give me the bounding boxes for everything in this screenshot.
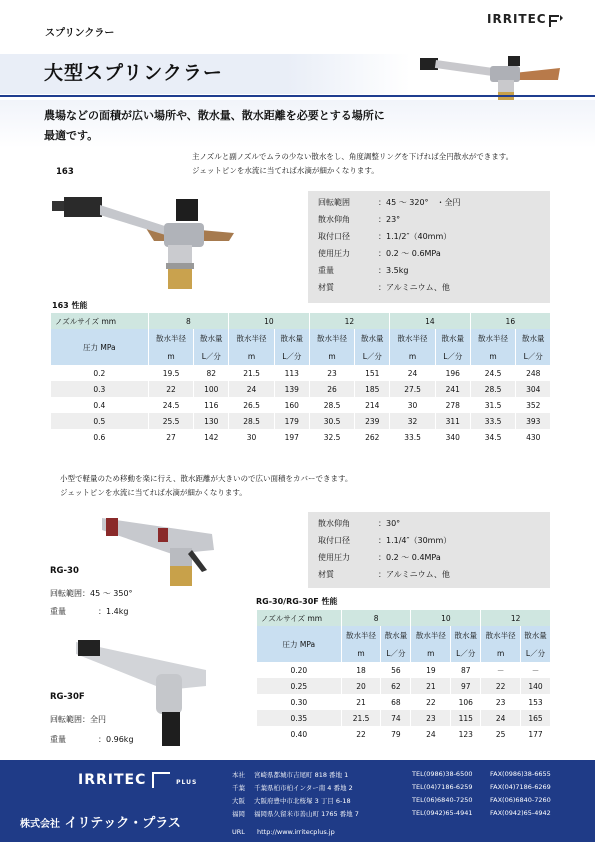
unit-header: L／分 — [516, 347, 550, 365]
office-row — [232, 796, 592, 805]
unit-header: L／分 — [520, 644, 550, 662]
value-cell: 33.5 — [470, 413, 516, 429]
table-row — [257, 726, 551, 742]
value-cell: 130 — [194, 413, 229, 429]
intro-line: 最適です。 — [44, 129, 99, 142]
value-cell: 430 — [516, 429, 550, 445]
unit-header: m — [148, 347, 194, 365]
spec-value: ：1.1/4″（30mm） — [378, 536, 452, 545]
spec-key: 散水仰角 — [318, 215, 350, 224]
table-row — [51, 429, 551, 445]
nozzle-size-header: ノズルサイズ mm — [51, 313, 149, 329]
value-cell: 20 — [341, 678, 381, 694]
office-address: 千葉県柏市柏インター南 4 番地 2 — [254, 784, 353, 792]
rg-description — [60, 472, 480, 500]
nozzle-size: 8 — [341, 610, 411, 626]
value-cell: 28.5 — [309, 397, 355, 413]
value-cell: 19.5 — [148, 365, 194, 381]
value-cell: 113 — [274, 365, 309, 381]
spec-value: ：0.96kg — [98, 735, 134, 744]
title-divider — [0, 95, 595, 97]
value-cell: 24 — [229, 381, 275, 397]
url-link[interactable]: http://www.irritecplus.jp — [256, 828, 335, 836]
nozzle-size: 10 — [411, 610, 481, 626]
value-cell: 24.5 — [470, 365, 516, 381]
model163-spec-box — [308, 191, 550, 303]
value-cell: 197 — [274, 429, 309, 445]
value-cell: 74 — [381, 710, 411, 726]
value-cell: 142 — [194, 429, 229, 445]
nozzle-size: 12 — [481, 610, 550, 626]
value-cell: 196 — [435, 365, 470, 381]
value-cell: 21.5 — [229, 365, 275, 381]
value-cell: 97 — [451, 678, 481, 694]
office-name: 千葉 — [232, 784, 245, 792]
value-cell: 241 — [435, 381, 470, 397]
col-header: 散水量 — [520, 626, 550, 644]
value-cell: 165 — [520, 710, 550, 726]
value-cell: 352 — [516, 397, 550, 413]
spec-value: ：アルミニウム、他 — [378, 283, 450, 292]
spec-key: 回転範囲 — [50, 589, 82, 598]
pressure-cell: 0.25 — [257, 678, 342, 694]
value-cell: 278 — [435, 397, 470, 413]
value-cell: 27.5 — [390, 381, 436, 397]
office-tel: TEL(06)6840-7250 — [412, 796, 473, 804]
office-address: 宮崎県都城市吉尾町 818 番地 1 — [254, 771, 349, 779]
value-cell: 23 — [309, 365, 355, 381]
model163-description — [192, 150, 582, 178]
value-cell: 30.5 — [309, 413, 355, 429]
intro-line: 農場などの面積が広い場所や、散水量、散水距離を必要とする場所に — [44, 109, 385, 122]
pressure-header: 圧力 MPa — [51, 329, 149, 365]
value-cell: 153 — [520, 694, 550, 710]
value-cell: 24.5 — [148, 397, 194, 413]
value-cell: － — [481, 662, 521, 678]
spec-key: 取付口径 — [318, 232, 350, 241]
value-cell: 79 — [381, 726, 411, 742]
value-cell: － — [520, 662, 550, 678]
value-cell: 116 — [194, 397, 229, 413]
value-cell: 25.5 — [148, 413, 194, 429]
pressure-cell: 0.30 — [257, 694, 342, 710]
value-cell: 28.5 — [229, 413, 275, 429]
value-cell: 87 — [451, 662, 481, 678]
unit-header: L／分 — [194, 347, 229, 365]
value-cell: 140 — [520, 678, 550, 694]
table-row — [257, 678, 551, 694]
value-cell: 21.5 — [341, 710, 381, 726]
sprinkler-rg30f-image — [56, 630, 226, 750]
office-tel: TEL(0942)65-4941 — [412, 809, 473, 817]
sprinkler-rg30-image — [62, 510, 232, 590]
desc-line: 主ノズルと副ノズルでムラの少ない散水をし、角度調整リングを下げれば全円散水ができます。 — [192, 152, 514, 161]
unit-header: m — [481, 644, 521, 662]
spec-key: 回転範囲 — [50, 715, 82, 724]
nozzle-size: 8 — [148, 313, 229, 329]
unit-header: L／分 — [381, 644, 411, 662]
value-cell: 340 — [435, 429, 470, 445]
office-address: 福岡県久留米市善山町 1765 番地 7 — [254, 810, 359, 818]
value-cell: 248 — [516, 365, 550, 381]
value-cell: 33.5 — [390, 429, 436, 445]
footer — [0, 760, 595, 842]
col-header: 散水量 — [381, 626, 411, 644]
table-row — [257, 710, 551, 726]
website — [232, 828, 335, 836]
office-name: 大阪 — [232, 797, 245, 805]
value-cell: 23 — [481, 694, 521, 710]
col-header: 散水半径 — [309, 329, 355, 347]
value-cell: 22 — [411, 694, 451, 710]
office-tel: TEL(04)7186-6259 — [412, 783, 473, 791]
value-cell: 304 — [516, 381, 550, 397]
logo-text: IRRITEC — [487, 12, 547, 26]
value-cell: 160 — [274, 397, 309, 413]
value-cell: 31.5 — [470, 397, 516, 413]
value-cell: 26 — [309, 381, 355, 397]
value-cell: 18 — [341, 662, 381, 678]
value-cell: 23 — [411, 710, 451, 726]
spec-key: 取付口径 — [318, 536, 350, 545]
page-title: 大型スプリンクラー — [44, 62, 223, 84]
company-prefix: 株式会社 — [20, 819, 60, 830]
intro-text — [44, 106, 424, 146]
category-label: スプリンクラー — [45, 28, 115, 39]
office-name: 本社 — [232, 771, 245, 779]
company-main: イリテック・プラス — [64, 816, 181, 831]
col-header: 散水半径 — [229, 329, 275, 347]
value-cell: 82 — [194, 365, 229, 381]
pressure-cell: 0.4 — [51, 397, 149, 413]
nozzle-size-header: ノズルサイズ mm — [257, 610, 342, 626]
table-row — [51, 365, 551, 381]
spec-key: 使用圧力 — [318, 249, 350, 258]
spec-key: 重量 — [50, 607, 66, 616]
footer-logo-text: IRRITEC — [78, 772, 147, 788]
spec-value: ：アルミニウム、他 — [378, 570, 450, 579]
unit-header: m — [470, 347, 516, 365]
rg-table-title: RG-30/RG-30F 性能 — [256, 597, 338, 606]
sprinkler-163-image — [44, 185, 244, 295]
footer-logo-sub: PLUS — [176, 779, 198, 786]
pressure-cell: 0.3 — [51, 381, 149, 397]
col-header: 散水量 — [194, 329, 229, 347]
spec-value: ：1.1/2″（40mm） — [378, 232, 452, 241]
col-header: 散水量 — [435, 329, 470, 347]
desc-line: ジェットピンを水流に当てれば水滴が細かくなります。 — [192, 166, 379, 175]
col-header: 散水半径 — [390, 329, 436, 347]
unit-header: L／分 — [451, 644, 481, 662]
spec-value: ：全円 — [82, 715, 106, 724]
value-cell: 22 — [341, 726, 381, 742]
spec-value: ：23° — [378, 215, 401, 224]
office-row — [232, 770, 592, 779]
spec-key: 材質 — [318, 283, 334, 292]
value-cell: 24 — [411, 726, 451, 742]
pressure-cell: 0.40 — [257, 726, 342, 742]
spec-key: 使用圧力 — [318, 553, 350, 562]
value-cell: 239 — [355, 413, 390, 429]
value-cell: 214 — [355, 397, 390, 413]
table-row — [51, 413, 551, 429]
value-cell: 179 — [274, 413, 309, 429]
company-name — [20, 812, 181, 831]
nozzle-size: 10 — [229, 313, 310, 329]
spec-key: 重量 — [50, 735, 66, 744]
pressure-cell: 0.35 — [257, 710, 342, 726]
value-cell: 311 — [435, 413, 470, 429]
value-cell: 32.5 — [309, 429, 355, 445]
value-cell: 106 — [451, 694, 481, 710]
rg30f-range — [50, 714, 106, 725]
value-cell: 262 — [355, 429, 390, 445]
value-cell: 21 — [341, 694, 381, 710]
value-cell: 24 — [481, 710, 521, 726]
spec-value: ：45 ～ 350° — [82, 589, 133, 598]
table-row — [257, 662, 551, 678]
value-cell: 68 — [381, 694, 411, 710]
value-cell: 393 — [516, 413, 550, 429]
value-cell: 139 — [274, 381, 309, 397]
pressure-cell: 0.2 — [51, 365, 149, 381]
value-cell: 151 — [355, 365, 390, 381]
value-cell: 115 — [451, 710, 481, 726]
desc-line: ジェットピンを水流に当てれば水滴が細かくなります。 — [60, 488, 247, 497]
spec-value: ：30° — [378, 519, 401, 528]
value-cell: 177 — [520, 726, 550, 742]
value-cell: 27 — [148, 429, 194, 445]
spec-key: 回転範囲 — [318, 198, 350, 207]
office-fax: FAX(06)6840-7260 — [490, 796, 551, 804]
url-label: URL — [232, 828, 245, 836]
spec-key: 重量 — [318, 266, 334, 275]
value-cell: 30 — [229, 429, 275, 445]
value-cell: 25 — [481, 726, 521, 742]
unit-header: m — [309, 347, 355, 365]
value-cell: 185 — [355, 381, 390, 397]
spec-value: ：0.2 ～ 0.6MPa — [378, 249, 441, 258]
spec-value: ：1.4kg — [98, 607, 129, 616]
table-row — [51, 381, 551, 397]
office-name: 福岡 — [232, 810, 245, 818]
pressure-cell: 0.20 — [257, 662, 342, 678]
col-header: 散水半径 — [470, 329, 516, 347]
col-header: 散水半径 — [341, 626, 381, 644]
rg30-range — [50, 588, 133, 599]
desc-line: 小型で軽量のため移動を楽に行え、散水距離が大きいので広い面積をカバーできます。 — [60, 474, 353, 483]
rg30f-name: RG-30F — [50, 692, 85, 702]
spec-key: 散水仰角 — [318, 519, 350, 528]
office-tel: TEL(0986)38-6500 — [412, 770, 473, 778]
unit-header: L／分 — [355, 347, 390, 365]
office-fax: FAX(04)7186-6269 — [490, 783, 551, 791]
col-header: 散水量 — [274, 329, 309, 347]
value-cell: 62 — [381, 678, 411, 694]
table-row — [51, 397, 551, 413]
pressure-cell: 0.6 — [51, 429, 149, 445]
office-row — [232, 809, 592, 818]
logo-mark-icon — [549, 15, 561, 25]
table-row — [257, 694, 551, 710]
unit-header: L／分 — [274, 347, 309, 365]
col-header: 散水量 — [451, 626, 481, 644]
office-row — [232, 783, 592, 792]
spec-key: 材質 — [318, 570, 334, 579]
nozzle-size: 14 — [390, 313, 471, 329]
irritec-logo — [487, 12, 561, 26]
col-header: 散水半径 — [481, 626, 521, 644]
spec-value: ：3.5kg — [378, 266, 409, 275]
footer-logo-mark-icon — [152, 772, 170, 788]
rg-spec-box — [308, 512, 550, 588]
value-cell: 22 — [148, 381, 194, 397]
col-header: 散水量 — [516, 329, 550, 347]
spec-value: ：45 ～ 320° ・全円 — [378, 198, 461, 207]
unit-header: L／分 — [435, 347, 470, 365]
spec-value: ：0.2 ～ 0.4MPa — [378, 553, 441, 562]
value-cell: 19 — [411, 662, 451, 678]
value-cell: 32 — [390, 413, 436, 429]
col-header: 散水半径 — [411, 626, 451, 644]
pressure-cell: 0.5 — [51, 413, 149, 429]
value-cell: 21 — [411, 678, 451, 694]
rg30-name: RG-30 — [50, 566, 79, 576]
col-header: 散水半径 — [148, 329, 194, 347]
model163-name: 163 — [56, 167, 74, 177]
value-cell: 30 — [390, 397, 436, 413]
nozzle-size: 16 — [470, 313, 550, 329]
model163-table-title: 163 性能 — [52, 301, 88, 310]
value-cell: 22 — [481, 678, 521, 694]
unit-header: m — [411, 644, 451, 662]
office-address: 大阪府豊中市北桜塚 3 丁目 6-18 — [254, 797, 351, 805]
rg30-weight — [50, 606, 129, 617]
value-cell: 26.5 — [229, 397, 275, 413]
value-cell: 100 — [194, 381, 229, 397]
nozzle-size: 12 — [309, 313, 390, 329]
rg-performance-table — [256, 610, 550, 742]
col-header: 散水量 — [355, 329, 390, 347]
unit-header: m — [390, 347, 436, 365]
value-cell: 34.5 — [470, 429, 516, 445]
office-fax: FAX(0942)65-4942 — [490, 809, 551, 817]
value-cell: 123 — [451, 726, 481, 742]
rg30f-weight — [50, 734, 134, 745]
value-cell: 56 — [381, 662, 411, 678]
unit-header: m — [229, 347, 275, 365]
pressure-header: 圧力 MPa — [257, 626, 342, 662]
footer-logo — [78, 772, 197, 788]
model163-performance-table — [50, 313, 550, 445]
office-fax: FAX(0986)38-6655 — [490, 770, 551, 778]
value-cell: 24 — [390, 365, 436, 381]
value-cell: 28.5 — [470, 381, 516, 397]
unit-header: m — [341, 644, 381, 662]
